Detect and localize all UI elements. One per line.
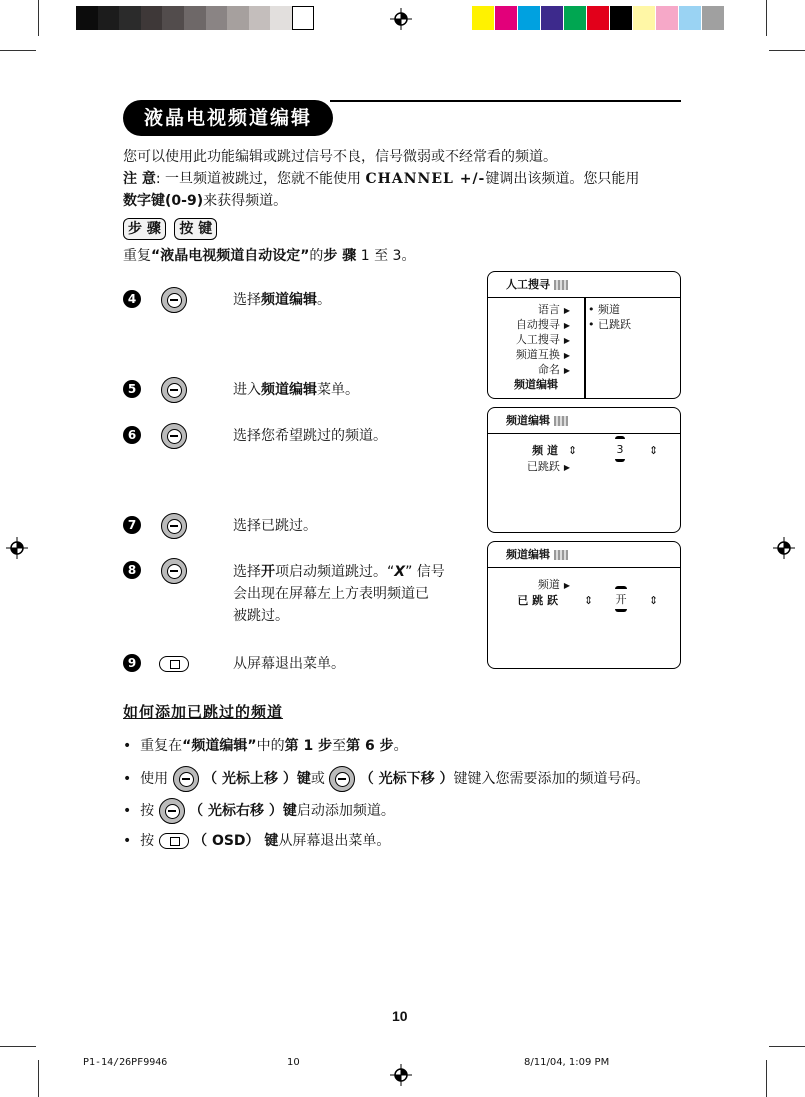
section-heading: 如何添加已跳过的频道 <box>123 703 284 721</box>
step-number: 7 <box>123 516 141 534</box>
tag-row <box>123 218 221 240</box>
color-swatch <box>541 6 563 30</box>
bullet-text: 从屏幕退出菜单。 <box>278 833 391 849</box>
skip-value: 开 <box>615 593 627 606</box>
step-number: 9 <box>123 654 141 672</box>
note-text: : 一旦频道被跳过，您就不能使用 <box>155 171 362 187</box>
repeat-steps: 步 骤 <box>323 248 357 264</box>
menu-item-selected[interactable]: 频 道 <box>532 444 558 457</box>
crop-mark <box>769 1046 805 1047</box>
bullet-text: 键键入您需要添加的频道号码。 <box>453 771 650 787</box>
menu-item[interactable] <box>527 459 570 475</box>
menu-item[interactable] <box>516 332 570 348</box>
step-number: 6 <box>123 426 141 444</box>
bullet-text-bold: （ 光标右移 ）键 <box>189 803 297 819</box>
step-text: 从屏幕退出菜单。 <box>233 656 345 672</box>
step-text-post: 。 <box>317 292 331 308</box>
bullet-text-bold: （ 光标下移 ） <box>359 771 454 787</box>
tv-icon <box>554 280 568 290</box>
step-number: 4 <box>123 290 141 308</box>
bullet-text: 中的 <box>256 738 285 754</box>
step-number: 5 <box>123 380 141 398</box>
color-swatch <box>495 6 517 30</box>
repeat-mid: 的 <box>309 248 324 264</box>
step-text-post: 项启动频道跳过。“ <box>275 564 395 580</box>
skip-mark: X <box>394 564 406 580</box>
step-text-bold: 频道编辑 <box>261 382 317 398</box>
bullet-text-bold: （ OSD） 键 <box>193 833 279 849</box>
menu-item[interactable] <box>538 302 570 318</box>
arrow-right-icon: ▶ <box>563 366 570 375</box>
step-text-pre: 选择 <box>233 564 261 580</box>
value-spinner[interactable] <box>615 586 627 614</box>
menu-divider <box>584 298 586 398</box>
channel-value: 3 <box>616 443 624 456</box>
value-spinner[interactable] <box>615 436 625 464</box>
bullet-item: • 重复在“频道编辑”中的第 1 步至第 6 步。 <box>123 738 408 754</box>
bullet-text: 重复在 <box>140 738 183 754</box>
crop-mark <box>766 1060 767 1097</box>
footer-left: P1-14/26PF9946 <box>83 1057 168 1068</box>
bullet-item: • 按 （ 光标右移 ）键启动添加频道。 <box>123 798 395 824</box>
menu-item[interactable] <box>538 577 570 593</box>
bullet-text: 或 <box>310 771 325 787</box>
steps-tag: 步 骤 <box>123 218 166 240</box>
gray-swatch <box>206 6 228 30</box>
step-text: 选择已跳过。 <box>233 518 317 534</box>
crop-mark <box>38 1060 39 1097</box>
menu-channel-edit <box>487 407 681 533</box>
bullet-text-bold: 第 6 步 <box>346 738 394 754</box>
bullet-text-bold: “频道编辑” <box>182 738 257 754</box>
repeat-post: 1 至 3。 <box>356 248 416 264</box>
step-text <box>233 561 445 583</box>
step-text <box>233 289 331 311</box>
button-shape <box>159 798 185 824</box>
gray-swatch <box>98 6 120 30</box>
page-title: 液晶电视频道编辑 <box>123 100 333 136</box>
up-down-icon: ⇕ <box>649 444 659 457</box>
step-text-line: 被跳过。 <box>233 608 289 624</box>
color-swatch <box>564 6 586 30</box>
color-swatch <box>518 6 540 30</box>
cursor-down-button-icon <box>329 766 355 792</box>
cursor-button-icon <box>161 558 187 584</box>
bullet-text: 按 <box>140 833 155 849</box>
menu-header-text: 频道编辑 <box>506 414 550 427</box>
up-down-icon: ⇕ <box>584 594 594 607</box>
spinner-top-icon <box>615 586 627 589</box>
menu-item-label: 语言 <box>537 303 560 316</box>
gray-swatch <box>249 6 271 30</box>
bullet-text-bold: （ 光标上移 ）键 <box>203 771 311 787</box>
arrow-right-icon: ▶ <box>563 306 570 315</box>
gray-swatch <box>141 6 163 30</box>
registration-mark-icon <box>390 8 412 30</box>
repeat-quote: “液晶电视频道自动设定” <box>151 248 310 264</box>
footer-right: 8/11/04, 1:09 PM <box>524 1057 610 1068</box>
color-swatch <box>633 6 655 30</box>
color-swatch <box>472 6 494 30</box>
gray-swatch <box>76 6 98 30</box>
cursor-button-icon <box>161 377 187 403</box>
arrow-right-icon: ▶ <box>563 463 570 472</box>
menu-item[interactable] <box>516 347 570 363</box>
spinner-bottom-icon <box>615 459 625 462</box>
menu-header <box>488 542 680 568</box>
color-swatch <box>610 6 632 30</box>
note-line <box>123 168 639 190</box>
registration-mark-icon <box>390 1064 412 1086</box>
menu-header-text: 人工搜寻 <box>506 278 550 291</box>
keys-tag: 按 键 <box>174 218 217 240</box>
cursor-button-icon <box>161 423 187 449</box>
bullet-item: • 按 （ OSD） 键从屏幕退出菜单。 <box>123 833 391 849</box>
menu-item-label: 自动搜寻 <box>515 318 560 331</box>
footer-center: 10 <box>287 1057 300 1068</box>
menu-header <box>488 272 680 298</box>
note-text: 来获得频道。 <box>203 193 288 209</box>
bullet-text: 启动添加频道。 <box>296 803 395 819</box>
cursor-button-icon <box>161 513 187 539</box>
menu-item-label: 频道 <box>537 578 560 591</box>
repeat-pre: 重复 <box>123 248 151 264</box>
submenu-item[interactable]: • 已跳跃 <box>588 318 631 331</box>
cursor-right-button-icon <box>159 798 185 824</box>
crop-mark <box>38 0 39 36</box>
menu-item[interactable] <box>538 362 570 378</box>
osd-button-icon <box>159 656 189 672</box>
step-text-bold: 开 <box>261 564 275 580</box>
cursor-button-icon <box>161 287 187 313</box>
channel-key-text: CHANNEL +/- <box>365 171 486 187</box>
bullet-text: 按 <box>140 803 155 819</box>
step-text-bold: 频道编辑 <box>261 292 317 308</box>
spinner-bottom-icon <box>615 609 627 612</box>
step-text-tail: ” 信号 <box>405 564 445 580</box>
note-text: 键调出该频道。您只能用 <box>485 171 640 187</box>
color-swatch <box>587 6 609 30</box>
menu-item-label: 频道互换 <box>515 348 560 361</box>
button-shape <box>173 766 199 792</box>
digit-key-text: 数字键(0-9) <box>123 193 204 209</box>
color-swatch <box>656 6 678 30</box>
step-text: 选择您希望跳过的频道。 <box>233 428 387 444</box>
step-text-pre: 选择 <box>233 292 261 308</box>
tv-icon <box>554 550 568 560</box>
gray-swatch <box>270 6 292 30</box>
osd-button-icon <box>159 833 189 849</box>
page-number: 10 <box>392 1008 408 1024</box>
menu-header-text: 频道编辑 <box>506 548 550 561</box>
crop-mark <box>0 1046 36 1047</box>
step-text <box>233 379 359 401</box>
menu-manual-search <box>487 271 681 399</box>
up-down-icon: ⇕ <box>649 594 659 607</box>
arrow-right-icon: ▶ <box>563 321 570 330</box>
spinner-top-icon <box>615 436 625 439</box>
button-shape <box>329 766 355 792</box>
bullet-text-bold: 第 1 步 <box>284 738 333 754</box>
gray-swatch <box>292 6 314 30</box>
title-rule <box>330 100 681 102</box>
gray-swatch <box>162 6 184 30</box>
step-text-post: 菜单。 <box>317 382 359 398</box>
note-label: 注 意 <box>123 171 156 187</box>
up-down-icon: ⇕ <box>568 444 578 457</box>
color-swatch <box>679 6 701 30</box>
menu-item-selected[interactable]: 已 跳 跃 <box>517 594 558 607</box>
arrow-right-icon: ▶ <box>563 351 570 360</box>
tv-icon <box>554 416 568 426</box>
crop-mark <box>0 50 36 51</box>
crop-mark <box>766 0 767 36</box>
registration-mark-icon <box>773 537 795 559</box>
bullet-text: 使用 <box>140 771 169 787</box>
bullet-text: 。 <box>393 738 408 754</box>
menu-header <box>488 408 680 434</box>
arrow-right-icon: ▶ <box>563 581 570 590</box>
cursor-up-button-icon <box>173 766 199 792</box>
menu-item-label: 已跳跃 <box>526 460 560 473</box>
button-shape <box>159 833 189 849</box>
step-text-pre: 进入 <box>233 382 261 398</box>
menu-item[interactable] <box>516 317 570 333</box>
menu-item-selected[interactable]: 频道编辑 <box>514 378 558 391</box>
menu-item-label: 人工搜寻 <box>515 333 560 346</box>
repeat-line <box>123 245 415 267</box>
gray-swatch <box>184 6 206 30</box>
intro-line: 您可以使用此功能编辑或跳过信号不良，信号微弱或不经常看的频道。 <box>123 149 557 165</box>
submenu-item[interactable]: • 频道 <box>588 303 620 316</box>
step-text-line: 会出现在屏幕左上方表明频道已 <box>233 586 429 602</box>
registration-mark-icon <box>6 537 28 559</box>
bullet-item: • 使用 （ 光标上移 ）键或 （ 光标下移 ）键键入您需要添加的频道号码。 <box>123 766 649 792</box>
note-line-2 <box>123 190 287 212</box>
gray-swatch <box>119 6 141 30</box>
gray-swatch <box>227 6 249 30</box>
arrow-right-icon: ▶ <box>563 336 570 345</box>
color-swatch <box>702 6 724 30</box>
crop-mark <box>769 50 805 51</box>
step-number: 8 <box>123 561 141 579</box>
menu-channel-edit-skip <box>487 541 681 669</box>
menu-item-label: 命名 <box>537 363 560 376</box>
bullet-text: 至 <box>332 738 347 754</box>
